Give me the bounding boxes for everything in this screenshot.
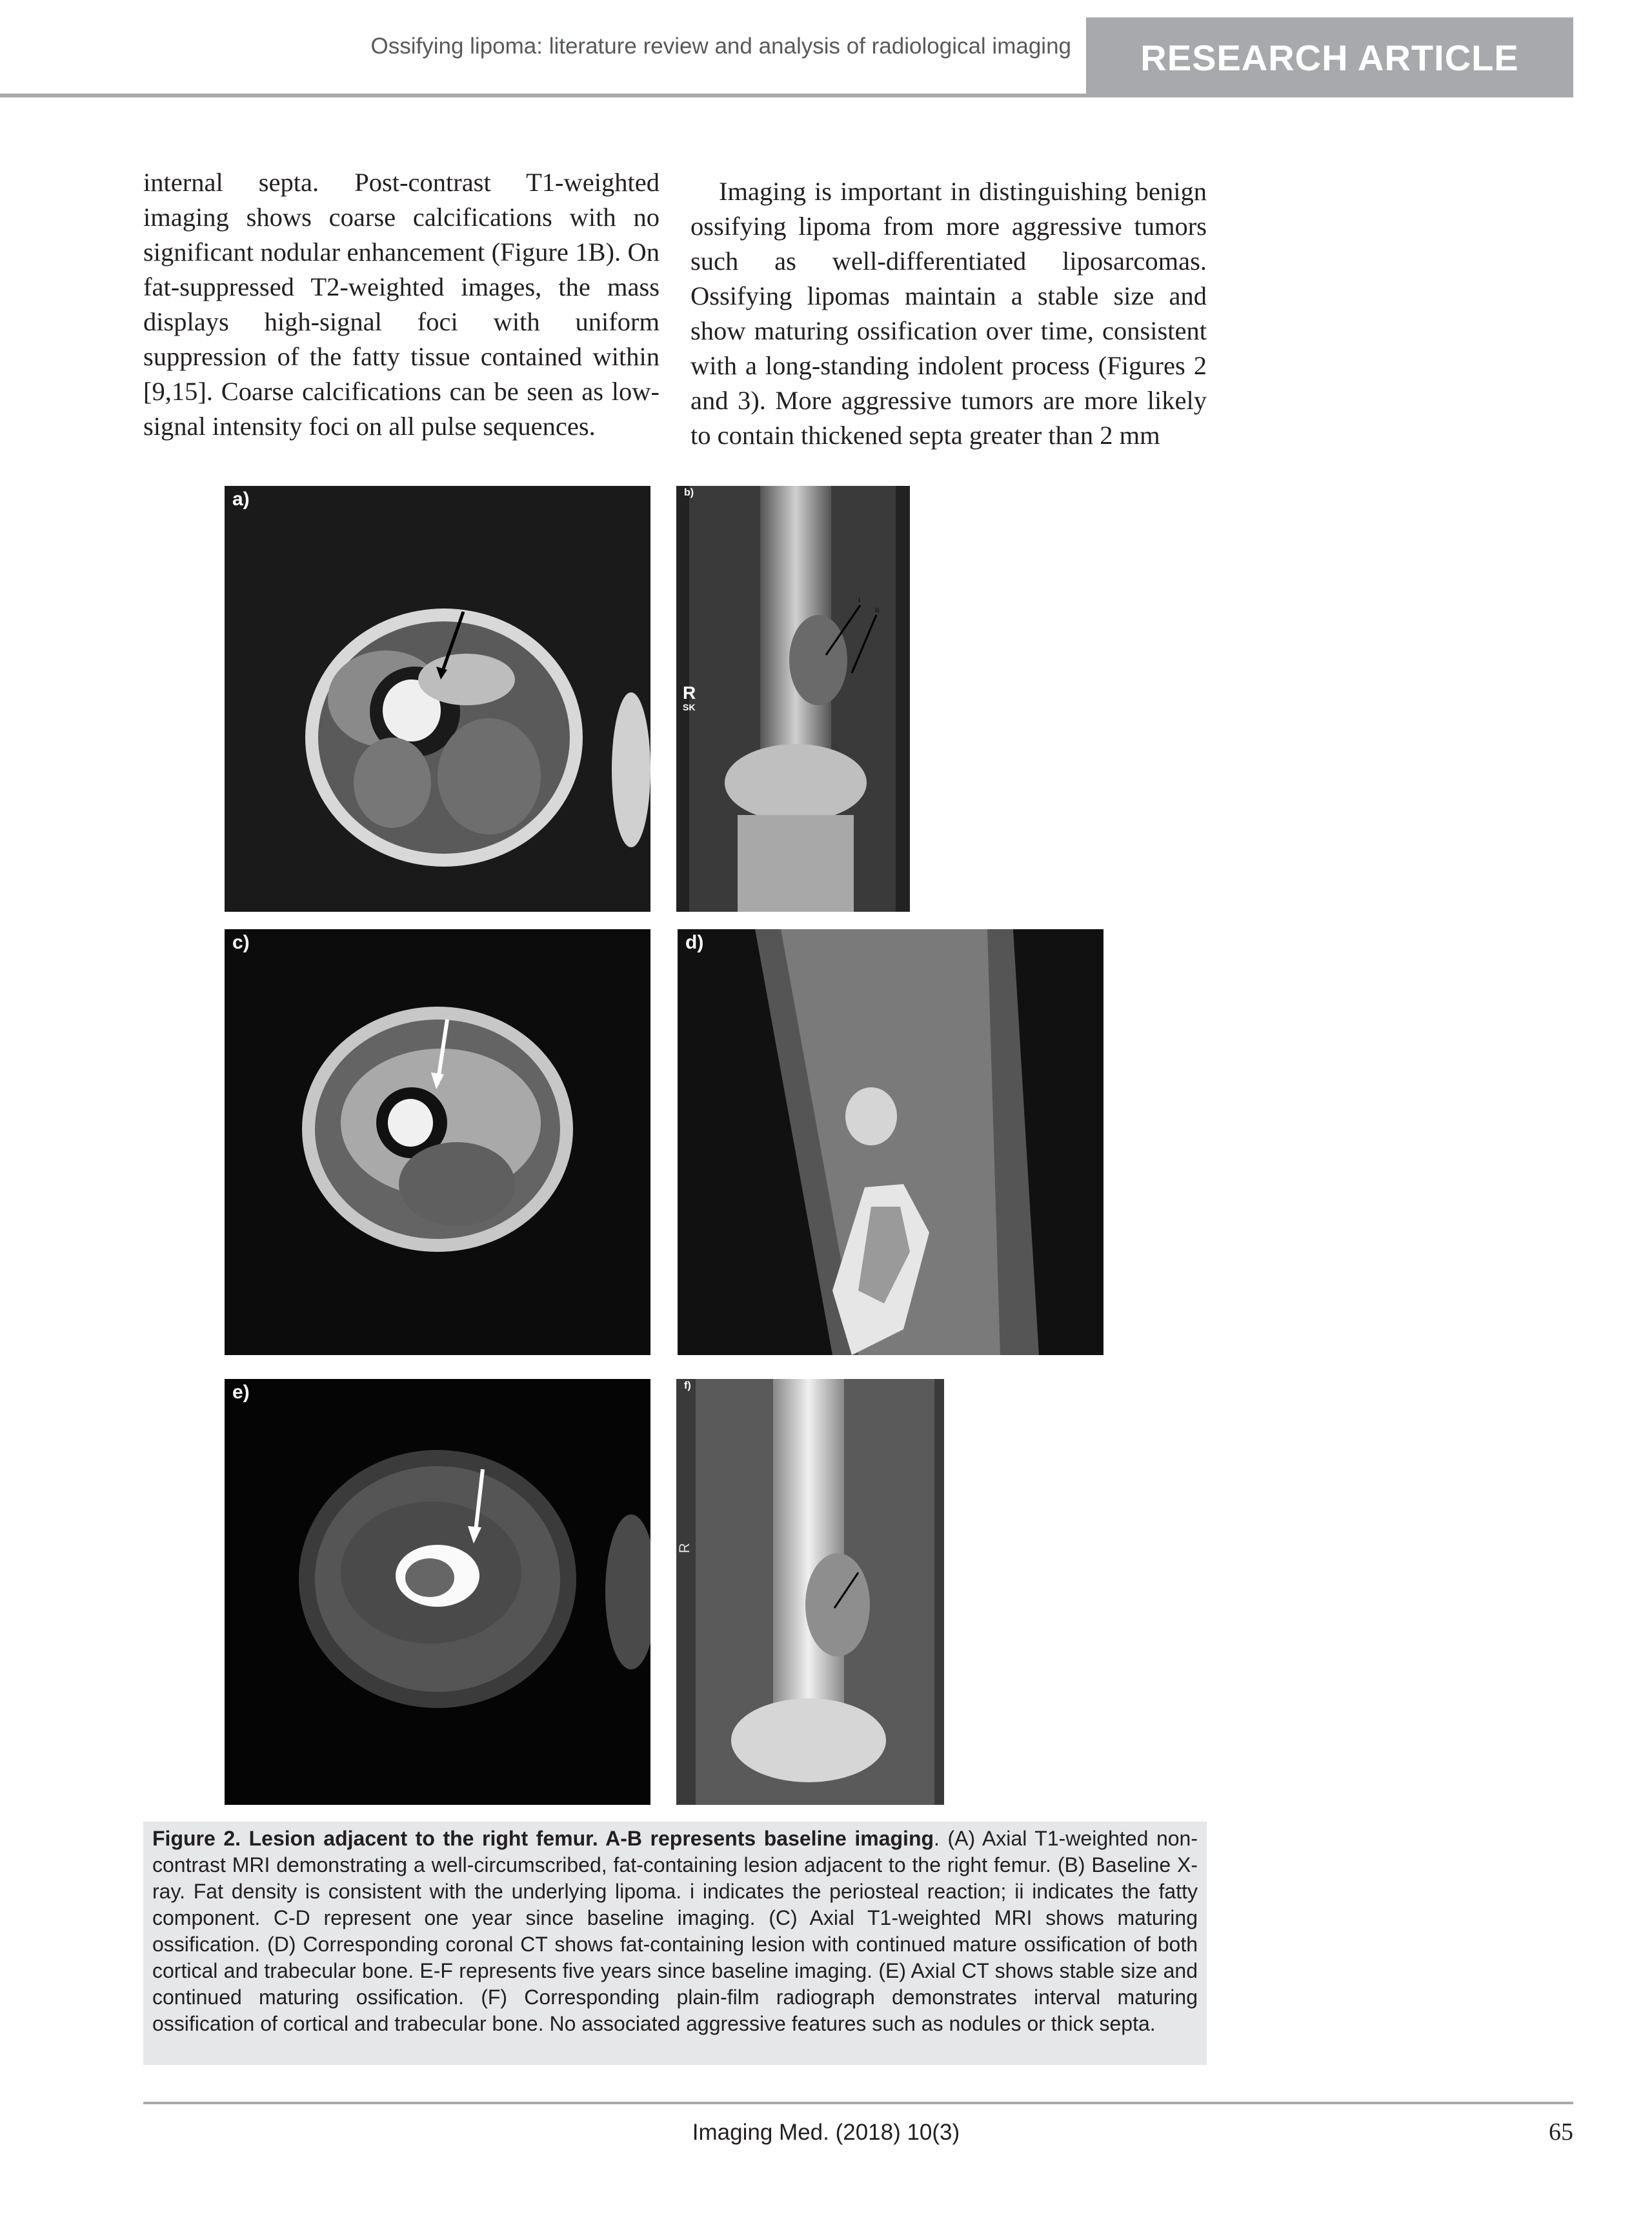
figure-panel-b-xray <box>676 486 910 912</box>
header-divider <box>0 94 1573 97</box>
panel-label-b: b) <box>684 487 694 498</box>
figure-panel-e-axial-ct <box>225 1379 650 1805</box>
running-title: Ossifying lipoma: literature review and analysis of radiological imaging <box>370 34 1071 59</box>
panel-label-d: d) <box>685 932 704 953</box>
side-marker-r: R <box>683 683 696 703</box>
figure-panel-a-axial-mri <box>225 486 650 912</box>
axial-mri-followup-image <box>225 929 650 1355</box>
figure-panel-d-coronal-ct <box>678 929 1103 1355</box>
panel-label-e: e) <box>232 1382 250 1403</box>
body-text-left-column: internal septa. Post-contrast T1-weighted imaging shows coarse calcifications with no significant nodular enhancement (Figure 1B). On fat-suppressed T2-weighted images, the mass displays high-signal foci with uniform suppression of the fatty tissue contained within [9,15]. Coarse calcifications can be seen as low-signal intensity foci on all pulse sequences. <box>143 168 660 441</box>
side-marker-r: R <box>676 1543 692 1553</box>
panel-label-c: c) <box>232 932 250 953</box>
figure-caption <box>143 1822 1207 2065</box>
journal-citation: Imaging Med. (2018) 10(3) <box>692 2120 960 2145</box>
followup-xray-image <box>676 1379 944 1805</box>
page-number: 65 <box>1549 2118 1573 2146</box>
panel-label-a: a) <box>232 488 250 510</box>
baseline-xray-image <box>676 486 910 912</box>
axial-ct-image <box>225 1379 650 1805</box>
figure-caption-title: Figure 2. Lesion adjacent to the right femur. A-B represents baseline imaging <box>152 1827 934 1850</box>
figure-caption-text: . (A) Axial T1-weighted non-contrast MRI demonstrating a well-circumscribed, fat-containing lesion adjacent to the right femur. (B) Baseline X-ray. Fat density is consistent with the underlying lipoma. i indicates the periosteal reaction; ii indicates the fatty component. C-D represent one year since baseline imaging. (C) Axial T1-weighted MRI shows maturing ossification. (D) Corresponding coronal CT shows fat-containing lesion with continued mature ossification of both cortical and trabecular bone. E-F represents five years since baseline imaging. (E) Axial CT shows stable size and continued maturing ossification. (F) Corresponding plain-film radiograph demonstrates interval maturing ossification of cortical and trabecular bone. No associated aggressive features such as nodules or thick septa. <box>152 1827 1198 2035</box>
coronal-ct-image <box>678 929 1103 1355</box>
body-text-right-column: Imaging is important in distinguishing benign ossifying lipoma from more aggressive tumors such as well-differentiated liposarcomas. Ossifying lipomas maintain a stable size and show maturing ossification over time, consistent with a long-standing indolent process (Figures 2 and 3). More aggressive tumors are more likely to contain thickened septa greater than 2 mm <box>690 177 1207 450</box>
arrow-label-i: i <box>858 595 861 604</box>
axial-mri-image <box>225 486 650 912</box>
footer-divider <box>143 2102 1573 2104</box>
side-marker-sk: SK <box>683 702 696 712</box>
figure-panel-f-xray <box>676 1379 944 1805</box>
figure-panel-c-axial-mri <box>225 929 650 1355</box>
section-badge: RESEARCH ARTICLE <box>1086 17 1573 97</box>
panel-label-f: f) <box>684 1380 691 1391</box>
arrow-label-ii: ii <box>875 605 880 614</box>
